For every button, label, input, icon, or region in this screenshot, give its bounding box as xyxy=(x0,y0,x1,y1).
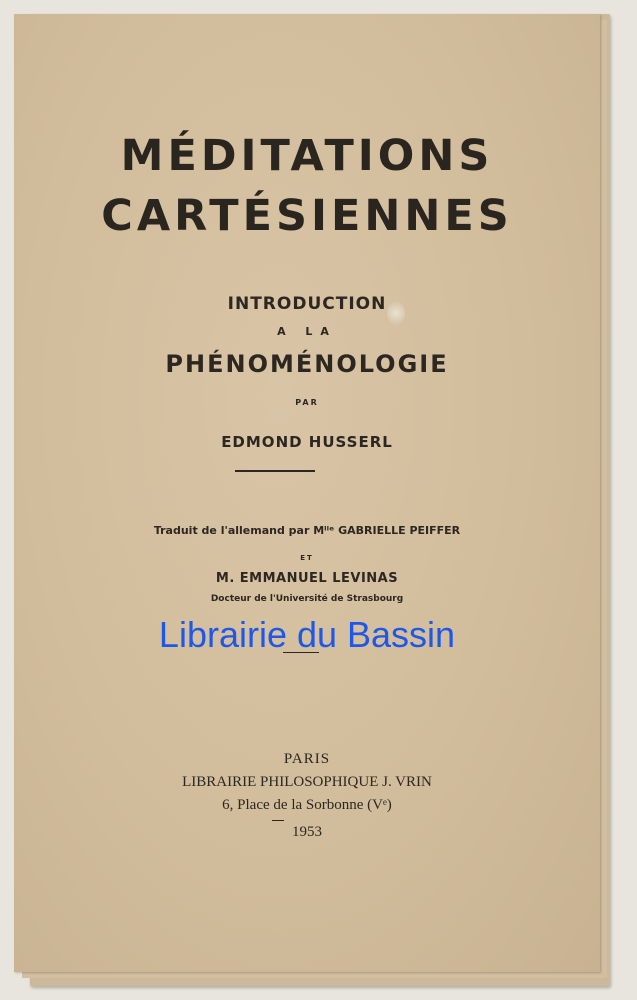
subtitle-a-la: A LA xyxy=(277,325,337,338)
title-line-2: CARTÉSIENNES xyxy=(101,191,513,241)
publisher-address: 6, Place de la Sorbonne (Vᵉ) xyxy=(222,797,392,813)
author-name: EDMOND HUSSERL xyxy=(221,433,393,451)
paper-stain xyxy=(387,301,405,325)
second-translator: M. EMMANUEL LEVINAS xyxy=(215,571,399,586)
year-dash xyxy=(272,820,284,821)
publication-year: 1953 xyxy=(292,824,322,840)
publisher-name: LIBRAIRIE PHILOSOPHIQUE J. VRIN xyxy=(182,774,432,790)
subtitle-phenomenologie: PHÉNOMÉNOLOGIE xyxy=(165,350,449,378)
subtitle-introduction: INTRODUCTION xyxy=(227,294,387,314)
divider-rule xyxy=(235,470,315,472)
translator-line: Traduit de l'allemand par Mˡˡᵉ GABRIELLE PEIFFER xyxy=(153,524,461,537)
by-label: PAR xyxy=(295,398,319,407)
title-line-1: MÉDITATIONS xyxy=(120,131,494,181)
publisher-city: PARIS xyxy=(283,751,331,767)
book-cover xyxy=(14,14,600,972)
second-translator-title: Docteur de l'Université de Strasbourg xyxy=(210,594,404,604)
and-label: ET xyxy=(300,554,314,562)
bookseller-watermark: Librairie du Bassin xyxy=(158,614,456,655)
